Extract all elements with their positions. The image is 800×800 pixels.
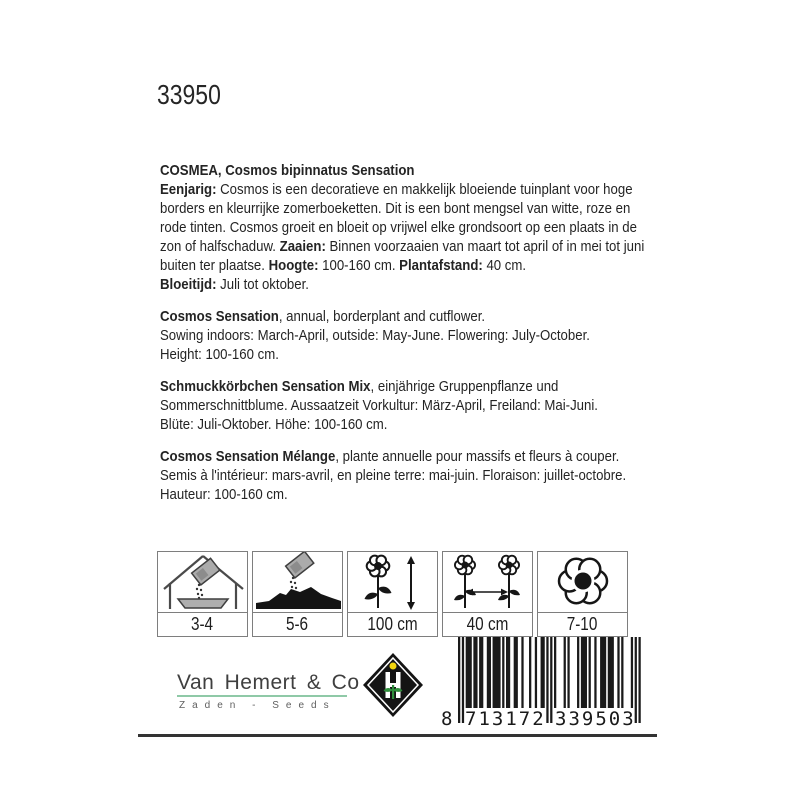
barcode-digits-left: 713172 [465,708,546,730]
flowering-icon [537,551,628,613]
text-line: Cosmos Sensation, annual, borderplant and cutflower. [160,308,486,325]
barcode-digits-right: 339503 [555,708,636,730]
plant-height-label: 100 cm [347,612,438,637]
plant-height-icon [347,551,438,613]
plant-spacing-icon [442,551,533,613]
description-block-en [160,307,653,364]
text-line: Blüte: Juli-Oktober. Höhe: 100-160 cm. [160,416,388,433]
plant-spacing-label: 40 cm [442,612,533,637]
barcode-digit-first: 8 [441,708,453,730]
text-line: rode tinten. Cosmos groeit en bloeit op vrijwel elke grondsoort op een plaats in de [160,219,637,236]
text-line: Semis à l'intérieur: mars-avril, en pleine terre: mai-juin. Floraison: juillet-octobre. [160,467,627,484]
description-text [160,161,653,517]
brand-underline [177,695,347,697]
text-line: Schmuckkörbchen Sensation Mix, einjährige Gruppenpflanze und [160,378,559,395]
flowering-months-label: 7-10 [537,612,628,637]
description-block-de [160,377,653,434]
text-line: borders en kleurrijke zomerboeketten. Dit is een bont mengsel van witte, roze en [160,200,631,217]
pictogram-plant-height [347,551,438,637]
brand-name: Van Hemert & Co [177,671,360,694]
description-block-fr [160,447,653,504]
description-block-nl [160,161,653,294]
text-line: Sommerschnittblume. Aussaatzeit Vorkultur: März-April, Freiland: Mai-Juni. [160,397,598,414]
pictogram-flowering [537,551,628,637]
text-line: Height: 100-160 cm. [160,346,279,363]
text-line: Bloeitijd: Juli tot oktober. [160,276,309,293]
sow-indoors-icon [157,551,248,613]
sow-outdoors-icon [252,551,343,613]
sow-indoors-months-label: 3-4 [157,612,248,637]
bottom-rule [138,734,657,737]
text-line: zon of halfschaduw. Zaaien: Binnen voorzaaien van maart tot april of in mei tot juni [160,238,645,255]
text-line: Cosmos Sensation Mélange, plante annuelle pour massifs et fleurs à couper. [160,448,620,465]
text-line: Eenjarig: Cosmos is een decoratieve en makkelijk bloeiende tuinplant voor hoge [160,181,633,198]
text-line: Sowing indoors: March-April, outside: May-June. Flowering: July-October. [160,327,590,344]
brand-diamond-logo-icon [362,652,424,718]
text-line: COSMEA, Cosmos bipinnatus Sensation [160,162,415,179]
barcode [441,637,643,733]
pictogram-plant-spacing [442,551,533,637]
text-line: Hauteur: 100-160 cm. [160,486,288,503]
brand-tagline: Zaden - Seeds [179,700,336,711]
catalog-number: 33950 [157,79,221,110]
sow-outdoors-months-label: 5-6 [252,612,343,637]
pictogram-sowing-outdoors [252,551,343,637]
text-line: buiten ter plaatse. Hoogte: 100-160 cm. Plantafstand: 40 cm. [160,257,527,274]
pictogram-sowing-indoors [157,551,248,637]
pictogram-row [157,551,628,637]
